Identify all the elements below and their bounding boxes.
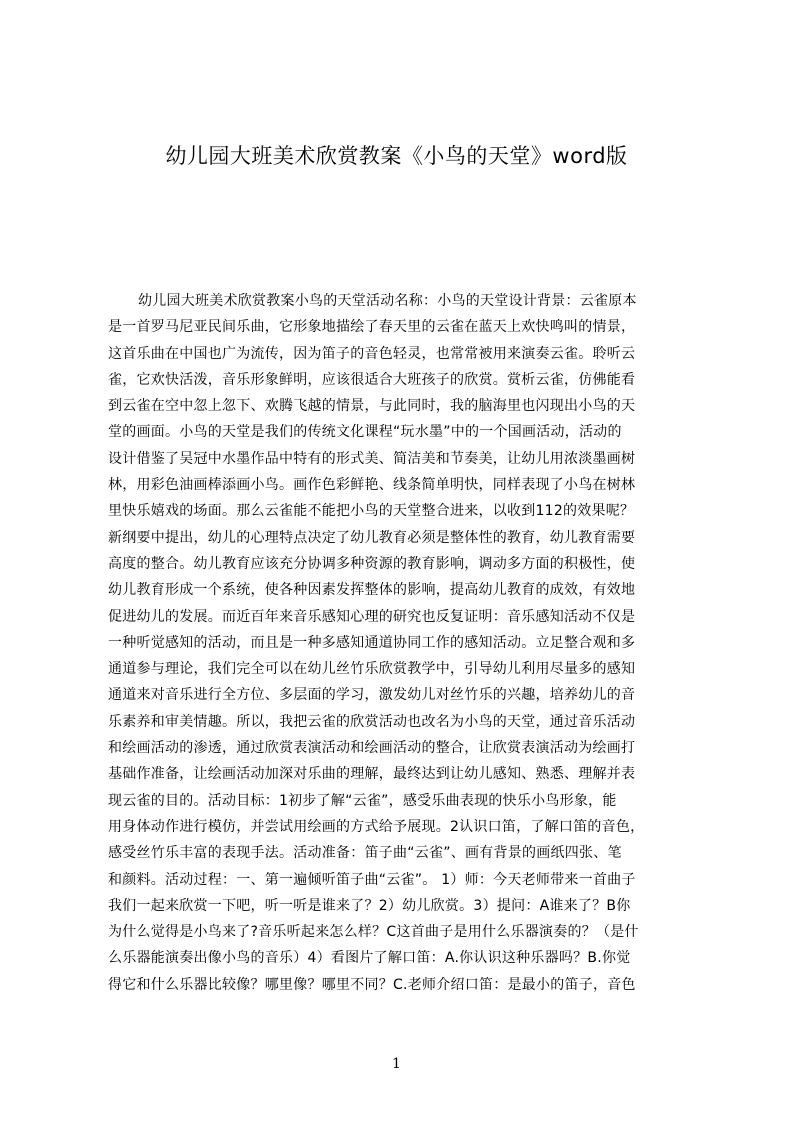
body-line: 得它和什么乐器比较像？哪里像？哪里不同？C.老师介绍口笛：是最小的笛子，音色 — [108, 976, 636, 993]
body-line: 高度的整合。幼儿教育应该充分协调多种资源的教育影响，调动多方面的积极性，使 — [108, 555, 636, 572]
body-line: 林，用彩色油画棒添画小鸟。画作色彩鲜艳、线条简单明快，同样表现了小鸟在树林 — [108, 477, 636, 494]
body-line: 和颜料。活动过程：一、第一遍倾听笛子曲“云雀”。 1）师：今天老师带来一首曲子 — [108, 871, 636, 888]
page-number: 1 — [392, 1056, 401, 1072]
body-line: 乐素养和审美情趣。所以，我把云雀的欣赏活动也改名为小鸟的天堂，通过音乐活动 — [108, 713, 636, 730]
body-line: 新纲要中提出，幼儿的心理特点决定了幼儿教育必须是整体性的教育，幼儿教育需要 — [108, 529, 636, 546]
body-line: 现云雀的目的。活动目标：1初步了解“云雀”，感受乐曲表现的快乐小鸟形象，能 — [108, 792, 617, 809]
body-line: 为什么觉得是小鸟来了?音乐听起来怎么样？C这首曲子是用什么乐器演奏的？（是什 — [108, 924, 639, 941]
document-body — [108, 288, 698, 1018]
body-line: 是一首罗马尼亚民间乐曲，它形象地描绘了春天里的云雀在蓝天上欢快鸣叫的情景， — [108, 319, 636, 336]
body-line: 堂的画面。小鸟的天堂是我们的传统文化课程“玩水墨”中的一个国画活动，活动的 — [108, 424, 622, 441]
body-line: 这首乐曲在中国也广为流传，因为笛子的音色轻灵，也常常被用来演奏云雀。聆听云 — [108, 345, 636, 362]
body-line: 基础作准备，让绘画活动加深对乐曲的理解，最终达到让幼儿感知、熟悉、理解并表 — [108, 766, 636, 783]
body-line: 感受丝竹乐丰富的表现手法。活动准备：笛子曲“云雀”、画有背景的画纸四张、笔 — [108, 845, 622, 862]
body-line: 雀，它欢快活泼，音乐形象鲜明，应该很适合大班孩子的欣赏。赏析云雀，仿佛能看 — [108, 371, 636, 388]
body-line: 一种听觉感知的活动，而且是一种多感知通道协同工作的感知活动。立足整合观和多 — [108, 634, 636, 651]
body-line: 幼儿园大班美术欣赏教案小鸟的天堂活动名称：小鸟的天堂设计背景：云雀原本 — [138, 293, 637, 309]
document-title: 幼儿园大班美术欣赏教案《小鸟的天堂》word版 — [165, 144, 628, 168]
body-line: 通道参与理论，我们完全可以在幼儿丝竹乐欣赏教学中，引导幼儿利用尽量多的感知 — [108, 661, 636, 678]
body-line: 么乐器能演奏出像小鸟的音乐）4）看图片了解口笛：A.你认识这种乐器吗？B.你觉 — [108, 950, 631, 967]
body-line: 到云雀在空中忽上忽下、欢腾飞越的情景，与此同时，我的脑海里也闪现出小鸟的天 — [108, 398, 636, 415]
body-line: 幼儿教育形成一个系统，使各种因素发挥整体的影响，提高幼儿教育的成效，有效地 — [108, 582, 636, 599]
body-line: 里快乐嬉戏的场面。那么云雀能不能把小鸟的天堂整合进来，以收到112的效果呢？ — [108, 503, 635, 520]
body-line: 通道来对音乐进行全方位、多层面的学习，激发幼儿对丝竹乐的兴趣，培养幼儿的音 — [108, 687, 636, 704]
body-line: 用身体动作进行模仿，并尝试用绘画的方式给予展现。2认识口笛，了解口笛的音色， — [108, 818, 645, 835]
body-line: 设计借鉴了吴冠中水墨作品中特有的形式美、简洁美和节奏美，让幼儿用浓淡墨画树 — [108, 450, 636, 467]
body-line: 和绘画活动的渗透，通过欣赏表演活动和绘画活动的整合，让欣赏表演活动为绘画打 — [108, 740, 636, 757]
body-line: 我们一起来欣赏一下吧，听一听是谁来了？2）幼儿欣赏。3）提问：A谁来了？B你 — [108, 897, 631, 914]
body-line: 促进幼儿的发展。而近百年来音乐感知心理的研究也反复证明：音乐感知活动不仅是 — [108, 608, 636, 625]
